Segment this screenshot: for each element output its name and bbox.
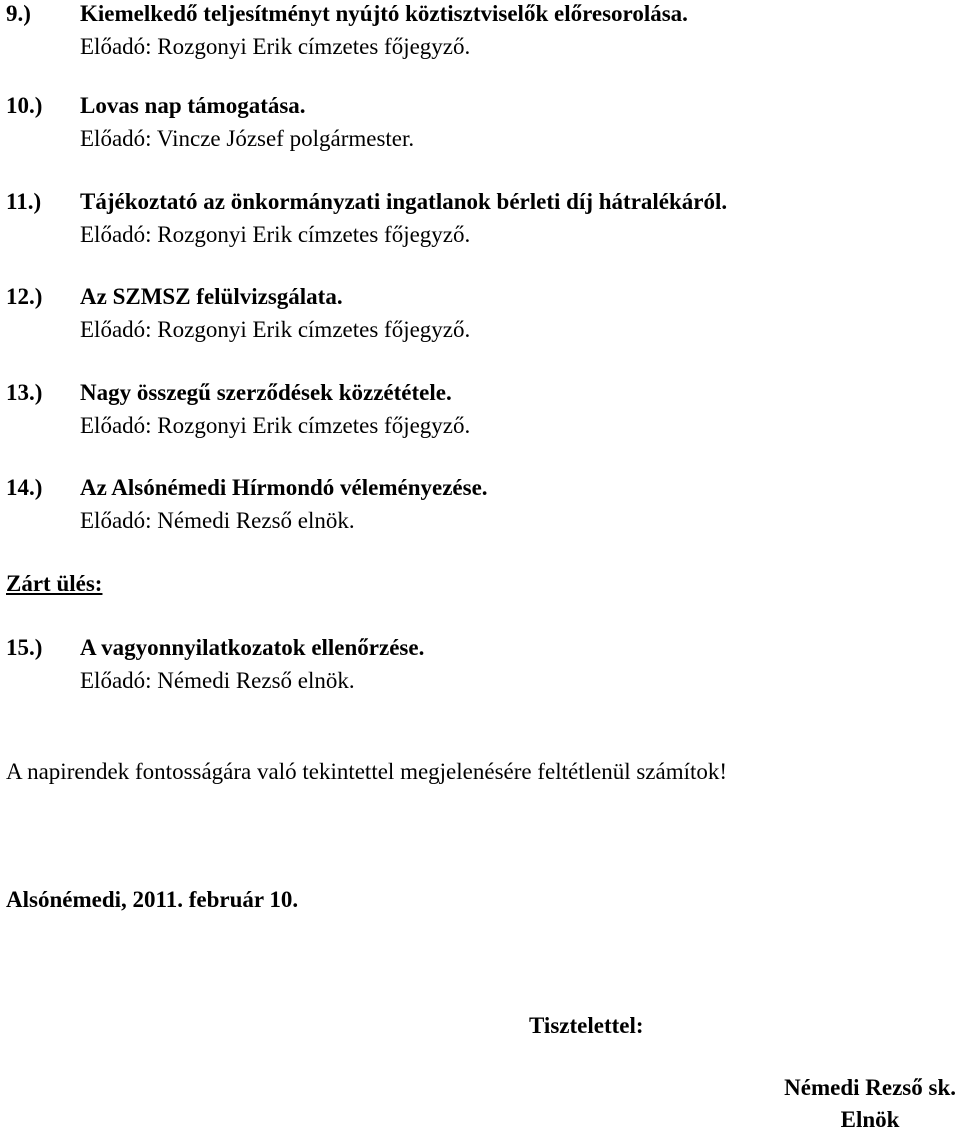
signature-role: Elnök [840,1107,900,1132]
agenda-item-presenter: Előadó: Rozgonyi Erik címzetes főjegyző. [80,317,471,342]
signature-name: Némedi Rezső sk. [784,1075,956,1100]
agenda-item-number: 11.) [6,189,42,214]
signature-block [784,1072,956,1136]
agenda-item-presenter: Előadó: Némedi Rezső elnök. [80,668,355,693]
closed-session-heading: Zárt ülés: [6,571,103,596]
place-date: Alsónémedi, 2011. február 10. [6,887,299,912]
agenda-item-title: Az Alsónémedi Hírmondó véleményezése. [80,475,488,500]
agenda-item-title: Lovas nap támogatása. [80,93,306,118]
agenda-item-presenter: Előadó: Vincze József polgármester. [80,126,415,151]
closing-text: A napirendek fontosságára való tekintettel megjelenésére feltétlenül számítok! [6,759,728,784]
agenda-item-presenter: Előadó: Rozgonyi Erik címzetes főjegyző. [80,222,471,247]
agenda-item-presenter: Előadó: Némedi Rezső elnök. [80,508,355,533]
agenda-item-number: 15.) [6,635,43,660]
agenda-item-number: 9.) [6,1,31,26]
agenda-item-number: 13.) [6,380,43,405]
agenda-item-presenter: Előadó: Rozgonyi Erik címzetes főjegyző. [80,34,471,59]
agenda-item-number: 10.) [6,93,43,118]
greeting: Tisztelettel: [529,1013,644,1038]
agenda-item-presenter: Előadó: Rozgonyi Erik címzetes főjegyző. [80,413,471,438]
agenda-item-title: Az SZMSZ felülvizsgálata. [80,284,343,309]
agenda-item-title: A vagyonnyilatkozatok ellenőrzése. [80,635,425,660]
agenda-item-number: 12.) [6,284,43,309]
agenda-item-number: 14.) [6,475,43,500]
agenda-item-title: Tájékoztató az önkormányzati ingatlanok bérleti díj hátralékáról. [80,189,728,214]
agenda-item-title: Kiemelkedő teljesítményt nyújtó köztisztviselők előresorolása. [80,1,688,26]
agenda-item-title: Nagy összegű szerződések közzététele. [80,380,452,405]
